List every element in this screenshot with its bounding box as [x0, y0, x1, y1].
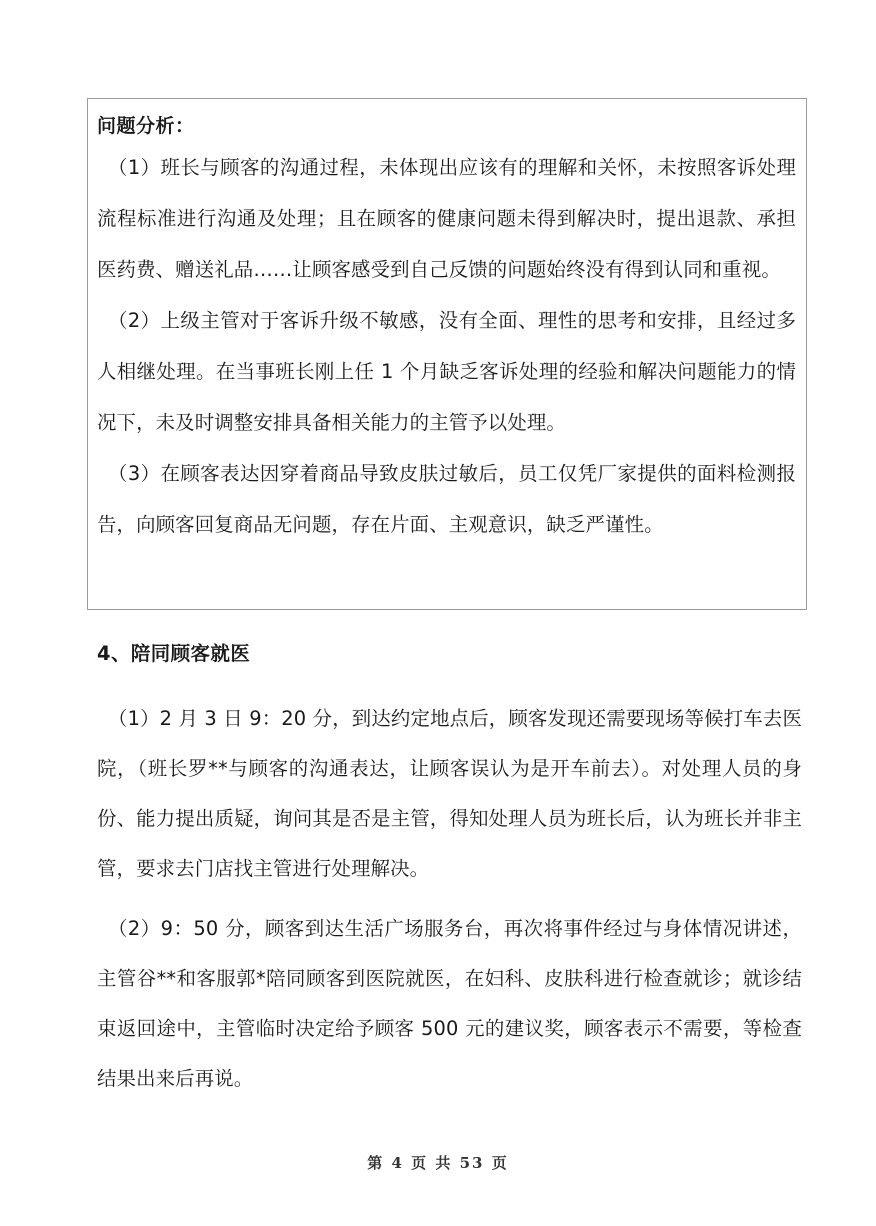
analysis-paragraph-2: （2）上级主管对于客诉升级不敏感，没有全面、理性的思考和安排，且经过多人相继处理。在当事班长刚上任 1 个月缺乏客诉处理的经验和解决问题能力的情况下，未及时调整安排具备相关能力的主管予以处理。 — [97, 309, 796, 434]
analysis-paragraph-3: （3）在顾客表达因穿着商品导致皮肤过敏后，员工仅凭厂家提供的面料检测报告，向顾客回复商品无问题，存在片面、主观意识，缺乏严谨性。 — [97, 462, 796, 536]
analysis-paragraph-1: （1）班长与顾客的沟通过程，未体现出应该有的理解和关怀，未按照客诉处理流程标准进行沟通及处理；且在顾客的健康问题未得到解决时，提出退款、承担医药费、赠送礼品……让顾客感受到自己反馈的问题始终没有得到认同和重视。 — [97, 156, 796, 281]
section-paragraph-2: （2）9：50 分，顾客到达生活广场服务台，再次将事件经过与身体情况讲述，主管谷**和客服郭*陪同顾客到医院就医，在妇科、皮肤科进行检查就诊；就诊结束返回途中，主管临时决定给予顾客 500 元的建议奖，顾客表示不需要，等检查结果出来后再说。 — [97, 917, 802, 1090]
problem-analysis-heading: 问题分析： — [97, 115, 195, 137]
section-paragraph-block-1 — [97, 694, 802, 894]
section-paragraph-1: （1）2 月 3 日 9：20 分，到达约定地点后，顾客发现还需要现场等候打车去医院，（班长罗**与顾客的沟通表达，让顾客误认为是开车前去）。对处理人员的身份、能力提出质疑，询问其是否是主管，得知处理人员为班长后，认为班长并非主管，要求去门店找主管进行处理解决。 — [97, 707, 802, 880]
problem-analysis-box — [87, 98, 807, 610]
section-heading: 4、陪同顾客就医 — [97, 642, 251, 665]
section-paragraph-block-2 — [97, 904, 802, 1104]
page-number-footer: 第 4 页 共 53 页 — [367, 1154, 509, 1172]
